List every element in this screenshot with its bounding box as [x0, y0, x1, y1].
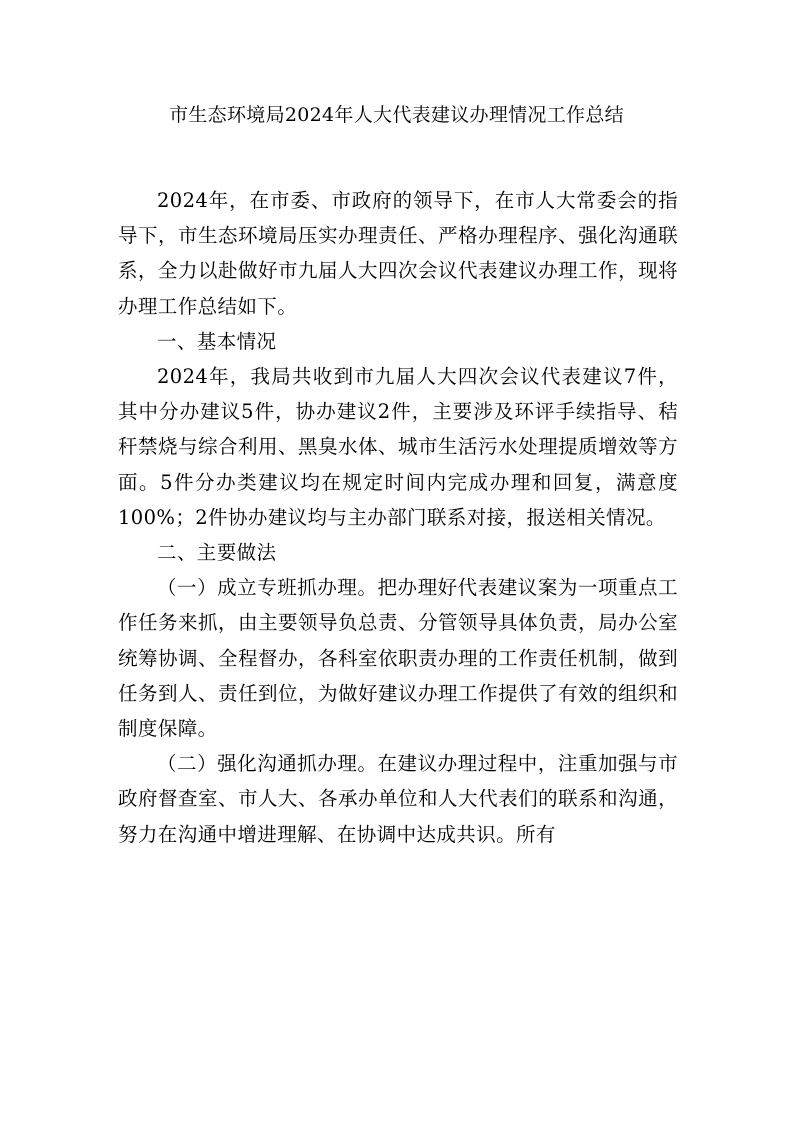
- intro-paragraph: 2024年，在市委、市政府的领导下，在市人大常委会的指导下，市生态环境局压实办理责任、严格办理程序、强化沟通联系，全力以赴做好市九届人大四次会议代表建议办理工作，现将办理工作总结如下。: [118, 189, 678, 318]
- practice-paragraph-1: （一）成立专班抓办理。把办理好代表建议案为一项重点工作任务来抓，由主要领导负总责、分管领导具体负责，局办公室统筹协调、全程督办，各科室依职责办理的工作责任机制，做到任务到人、责任到位，为做好建议办理工作提供了有效的组织和制度保障。: [118, 576, 678, 741]
- practice-paragraph-2: （二）强化沟通抓办理。在建议办理过程中，注重加强与市政府督查室、市人大、各承办单位和人大代表们的联系和沟通，努力在沟通中增进理解、在协调中达成共识。所有: [118, 752, 678, 846]
- document-title: 市生态环境局2024年人大代表建议办理情况工作总结: [169, 104, 624, 126]
- section-heading-main-practices: 二、主要做法: [157, 541, 277, 565]
- document-body: [118, 183, 678, 852]
- basic-situation-paragraph: 2024年，我局共收到市九届人大四次会议代表建议7件，其中分办建议5件，协办建议2件，主要涉及环评手续指导、秸秆禁烧与综合利用、黑臭水体、城市生活污水处理提质增效等方面。5件分办类建议均在规定时间内完成办理和回复，满意度100%；2件协办建议均与主办部门联系对接，报送相关情况。: [118, 365, 678, 529]
- section-heading-basic-situation: 一、基本情况: [157, 329, 277, 353]
